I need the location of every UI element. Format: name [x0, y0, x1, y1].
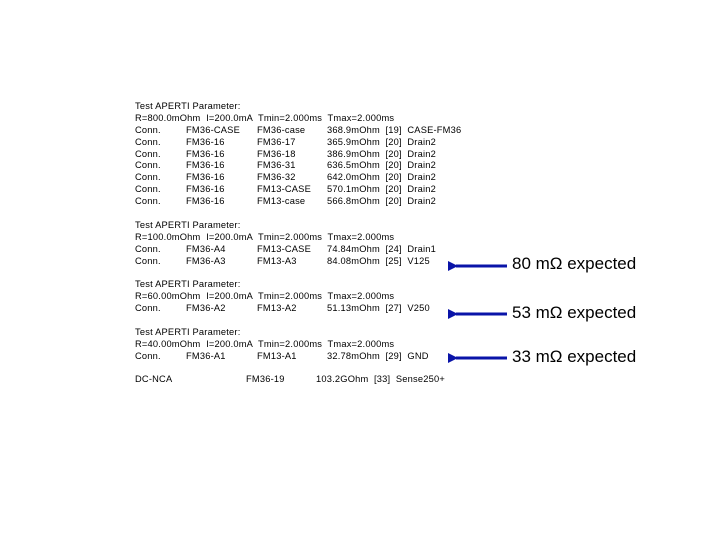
annotation-53-expected: 53 mΩ expected: [512, 303, 637, 322]
result-cell: FM36-A3: [186, 255, 226, 266]
result-cell: 636.5mOhm [20] Drain2: [327, 160, 436, 171]
annotation-33-expected: 33 mΩ expected: [512, 347, 637, 366]
result-cell: 566.8mOhm [20] Drain2: [327, 196, 436, 207]
result-cell: FM36-A4: [186, 243, 226, 254]
result-cell: Conn.: [135, 136, 161, 147]
result-cell: FM36-32: [257, 172, 296, 183]
result-cell: FM36-A2: [186, 303, 226, 314]
result-cell: FM13-A3: [257, 255, 297, 266]
result-cell: Conn.: [135, 172, 161, 183]
result-cell: 51.13mOhm [27] V250: [327, 303, 430, 314]
result-cell: 32.78mOhm [29] GND: [327, 350, 429, 361]
result-cell: FM36-17: [257, 136, 296, 147]
dc-cell: 103.2GOhm [33] Sense250+: [316, 374, 445, 385]
section-header: Test APERTI Parameter:: [135, 219, 241, 230]
result-cell: FM13-A2: [257, 303, 297, 314]
result-cell: FM36-CASE: [186, 124, 240, 135]
result-cell: Conn.: [135, 350, 161, 361]
result-cell: 74.84mOhm [24] Drain1: [327, 243, 436, 254]
section-header: Test APERTI Parameter:: [135, 101, 241, 111]
section-header: Test APERTI Parameter:: [135, 279, 241, 290]
result-cell: FM36-18: [257, 148, 296, 159]
result-cell: Conn.: [135, 184, 161, 195]
section-params: R=40.00mOhm I=200.0mA Tmin=2.000ms Tmax=2.000ms: [135, 338, 395, 349]
result-cell: Conn.: [135, 160, 161, 171]
result-cell: 570.1mOhm [20] Drain2: [327, 184, 436, 195]
result-cell: FM13-CASE: [257, 243, 311, 254]
result-cell: FM36-31: [257, 160, 296, 171]
dc-cell: FM36-19: [246, 374, 285, 385]
result-cell: FM13-A1: [257, 350, 297, 361]
result-cell: FM36-16: [186, 172, 225, 183]
result-cell: 642.0mOhm [20] Drain2: [327, 172, 436, 183]
result-cell: FM36-16: [186, 196, 225, 207]
result-cell: 365.9mOhm [20] Drain2: [327, 136, 436, 147]
result-cell: FM36-case: [257, 124, 306, 135]
section-params: R=100.0mOhm I=200.0mA Tmin=2.000ms Tmax=2.000ms: [135, 231, 395, 242]
annotation-80-expected: 80 mΩ expected: [512, 254, 637, 273]
result-cell: Conn.: [135, 196, 161, 207]
result-cell: FM36-16: [186, 148, 225, 159]
dc-cell: DC-NCA: [135, 374, 173, 385]
result-cell: FM36-16: [186, 184, 225, 195]
result-cell: FM36-16: [186, 160, 225, 171]
result-cell: Conn.: [135, 243, 161, 254]
result-cell: 84.08mOhm [25] V125: [327, 255, 430, 266]
result-cell: Conn.: [135, 148, 161, 159]
section-header: Test APERTI Parameter:: [135, 326, 241, 337]
result-cell: FM36-A1: [186, 350, 226, 361]
section-params: R=800.0mOhm I=200.0mA Tmin=2.000ms Tmax=2.000ms: [135, 112, 395, 123]
section-params: R=60.00mOhm I=200.0mA Tmin=2.000ms Tmax=2.000ms: [135, 291, 395, 302]
result-cell: 386.9mOhm [20] Drain2: [327, 148, 436, 159]
result-cell: Conn.: [135, 303, 161, 314]
result-cell: FM36-16: [186, 136, 225, 147]
result-cell: FM13-case: [257, 196, 306, 207]
result-cell: 368.9mOhm [19] CASE-FM36: [327, 124, 462, 135]
result-cell: FM13-CASE: [257, 184, 311, 195]
result-cell: Conn.: [135, 124, 161, 135]
result-cell: Conn.: [135, 255, 161, 266]
